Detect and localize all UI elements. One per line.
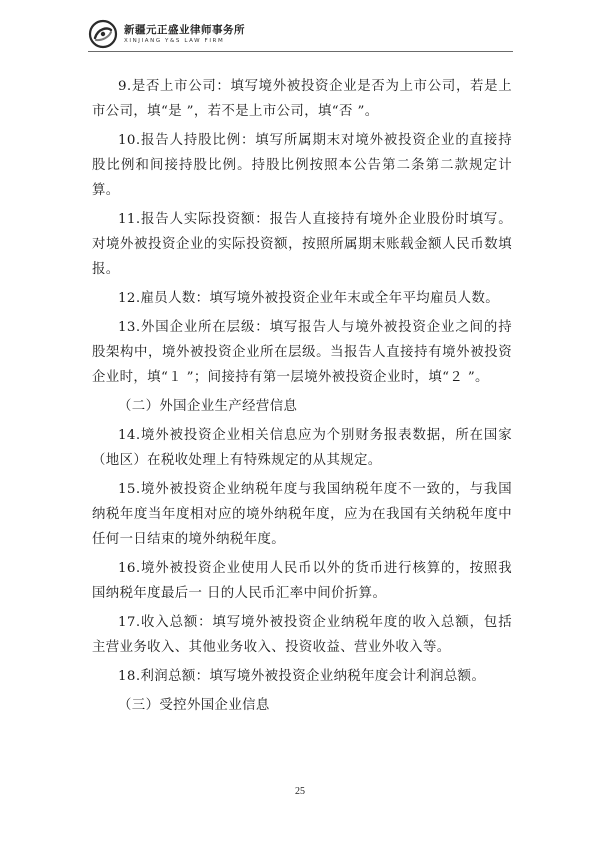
- firm-name-cn: 新疆元正盛业律师事务所: [124, 23, 245, 36]
- paragraph-item-11: 11.报告人实际投资额：报告人直接持有境外企业股份时填写。对境外被投资企业的实际投资额，按照所属期末账载金额人民币数填报。: [92, 212, 512, 277]
- section-heading-3: （三）受控外国企业信息: [118, 698, 270, 713]
- firm-name-en: XINJIANG Y&S LAW FIRM: [124, 37, 225, 44]
- firm-name: [124, 24, 245, 45]
- paragraph-item-18: 18.利润总额：填写境外被投资企业纳税年度会计利润总额。: [118, 669, 486, 684]
- paragraph-item-10: 10.报告人持股比例：填写所属期末对境外被投资企业的直接持股比例和间接持股比例。持股比例按照本公告第二条第二款规定计算。: [92, 133, 512, 198]
- paragraph-item-17: 17.收入总额：填写境外被投资企业纳税年度的收入总额，包括主营业务收入、其他业务收入、投资收益、营业外收入等。: [92, 615, 512, 655]
- page-number: 25: [295, 786, 305, 797]
- document-body: [92, 74, 512, 722]
- header-divider: [88, 51, 513, 52]
- paragraph-item-14: 14.境外被投资企业相关信息应为个别财务报表数据，所在国家（地区）在税收处理上有特殊规定的从其规定。: [92, 428, 512, 468]
- firm-logo-icon: [88, 19, 118, 49]
- paragraph-item-12: 12.雇员人数：填写境外被投资企业年末或全年平均雇员人数。: [118, 291, 500, 306]
- paragraph-item-15: 15.境外被投资企业纳税年度与我国纳税年度不一致的，与我国纳税年度当年度相对应的境外纳税年度，应为在我国有关纳税年度中任何一日结束的境外纳税年度。: [92, 482, 512, 547]
- section-heading-2: （二）外国企业生产经营信息: [118, 399, 298, 414]
- page-header: [88, 18, 245, 50]
- paragraph-item-9: 9.是否上市公司：填写境外被投资企业是否为上市公司，若是上市公司，填“是 ”，若不是上市公司，填“否 ”。: [92, 79, 512, 119]
- paragraph-item-13: 13.外国企业所在层级：填写报告人与境外被投资企业之间的持股架构中，境外被投资企业所在层级。当报告人直接持有境外被投资企业时，填“１ ”；间接持有第一层境外被投资企业时，填“２ ”。: [92, 320, 512, 385]
- paragraph-item-16: 16.境外被投资企业使用人民币以外的货币进行核算的，按照我国纳税年度最后一 日的人民币汇率中间价折算。: [92, 561, 512, 601]
